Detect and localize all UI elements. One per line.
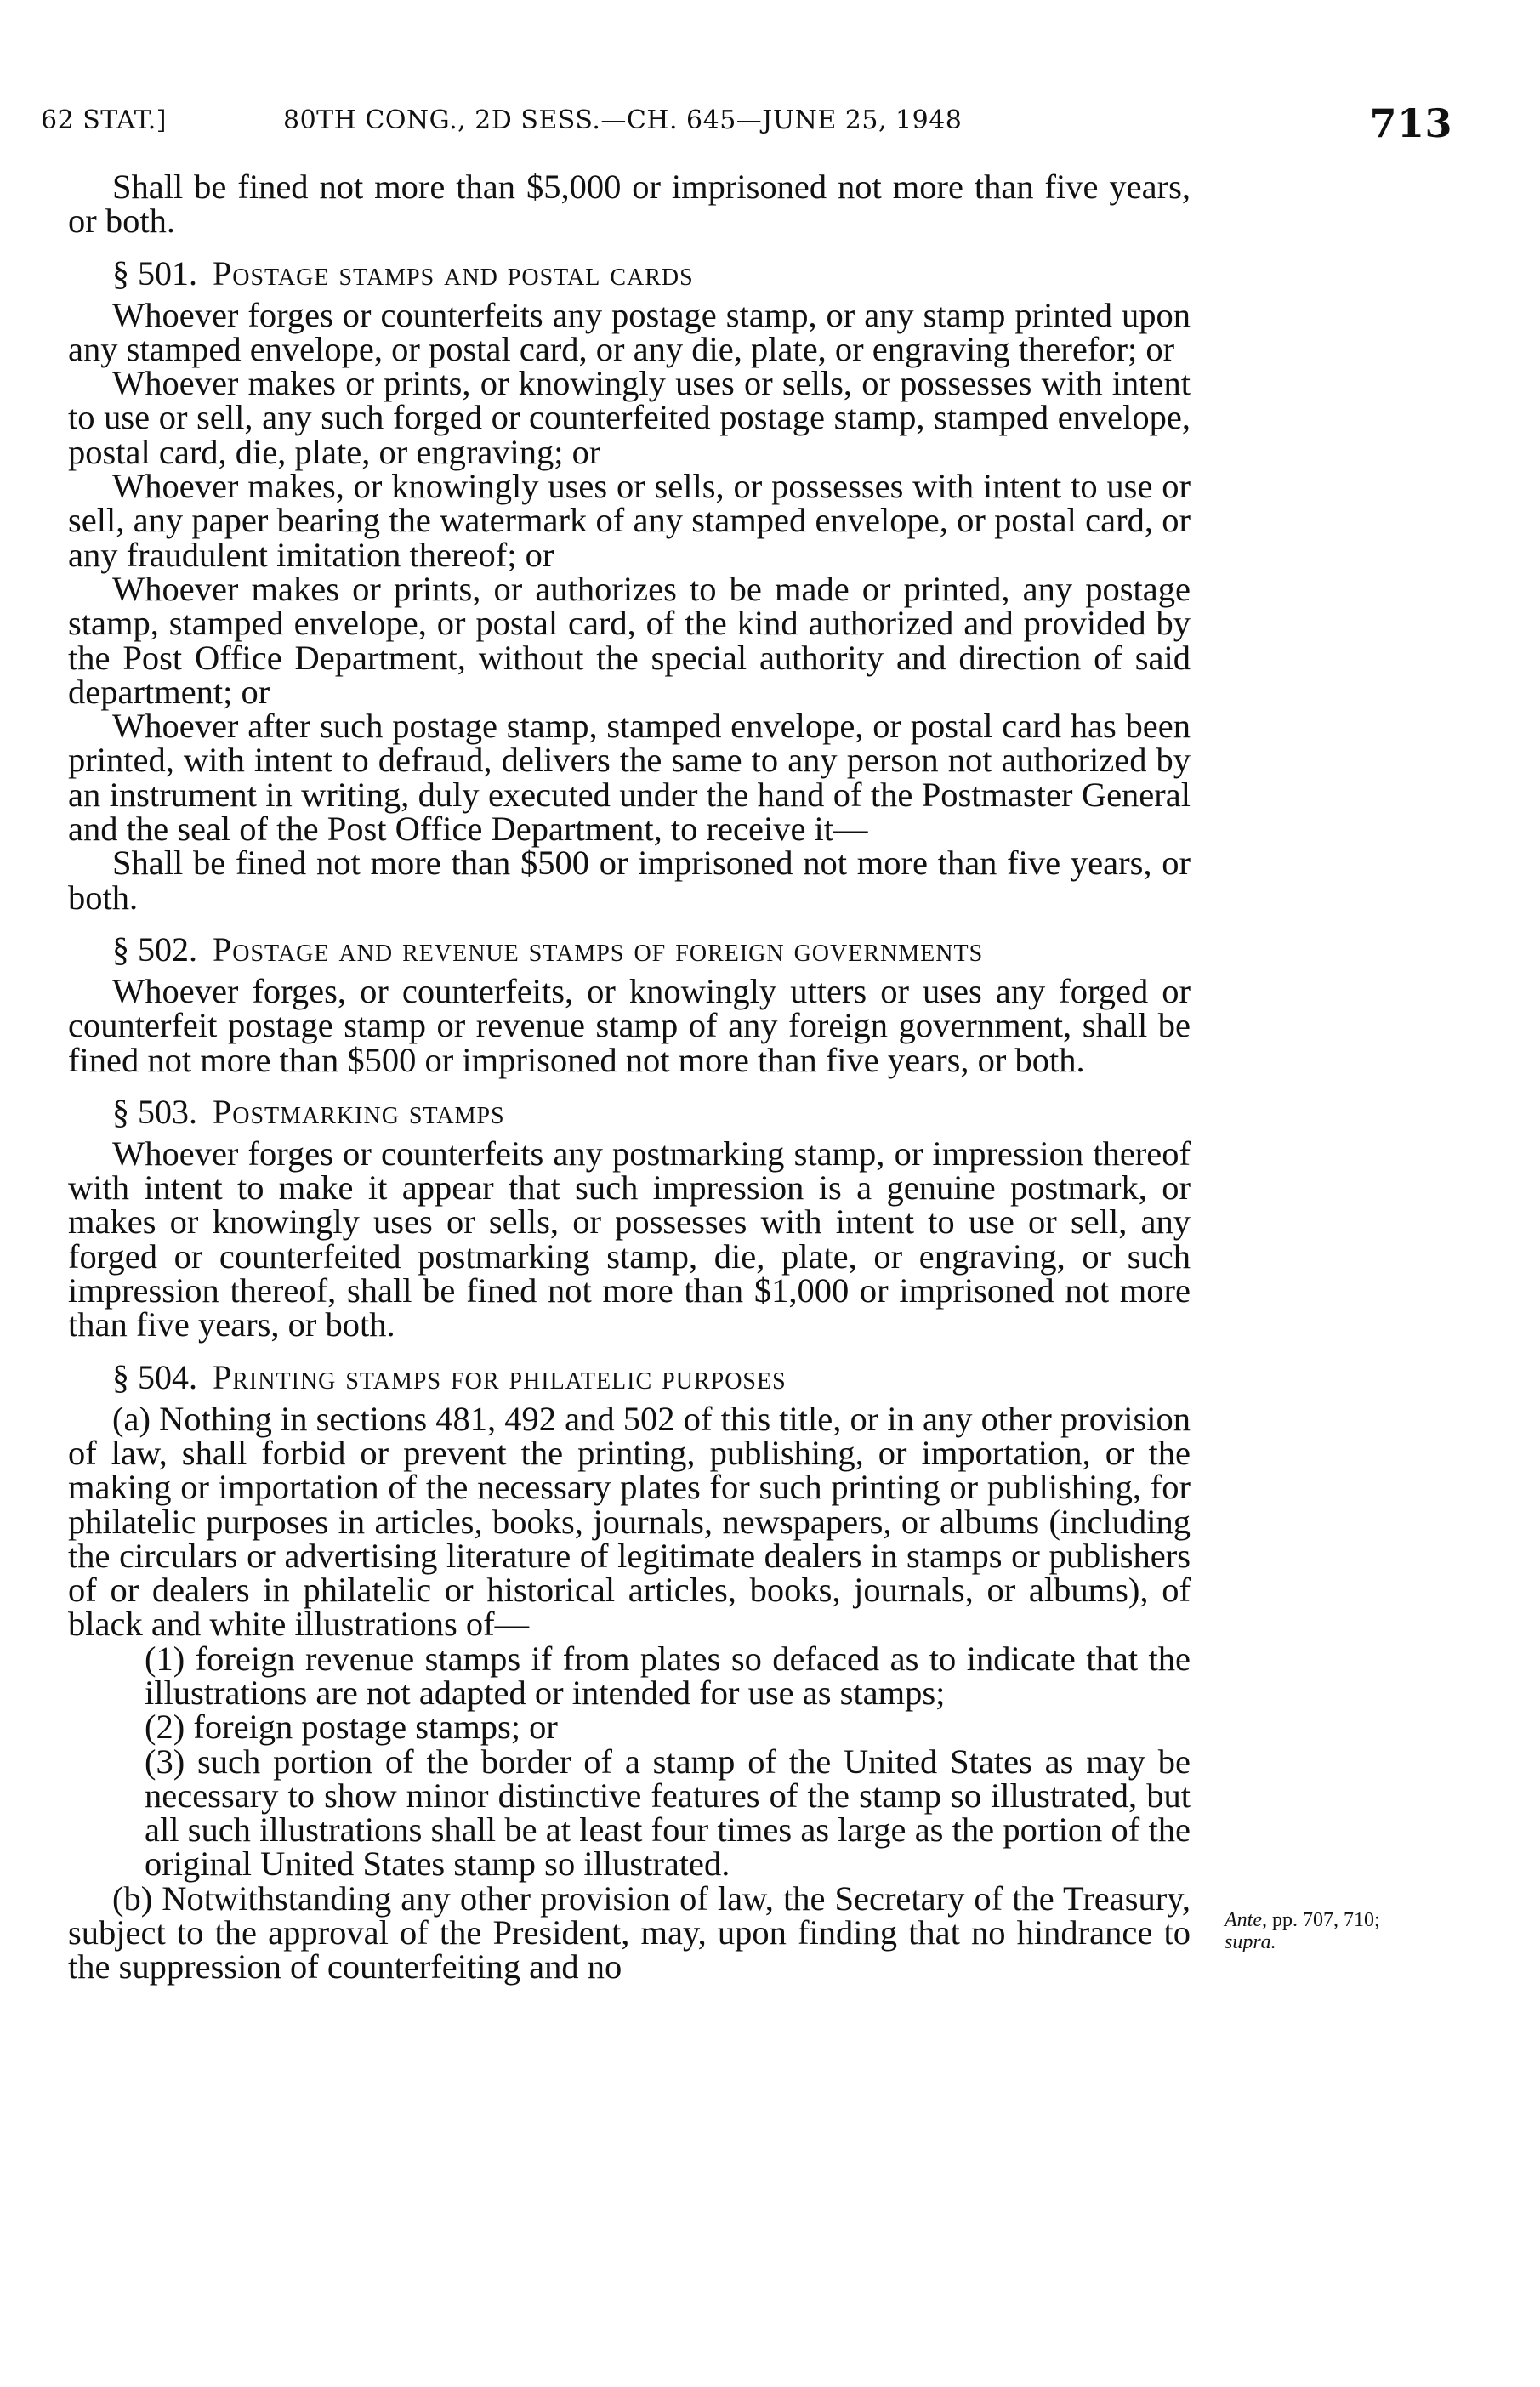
section-title: Postage and revenue stamps of foreign governments xyxy=(213,929,984,969)
section-heading-504 xyxy=(68,1357,1191,1396)
list-item: (1) foreign revenue stamps if from plates so defaced as to indicate that the illustrations are not adapted or intended for use as stamps; xyxy=(145,1639,1191,1712)
section-paragraph: Whoever makes, or knowingly uses or sells, or possesses with intent to use or sell, any paper bearing the watermark of any stamped envelope, or postal card, or any fraudulent imitation thereof; or xyxy=(68,467,1191,574)
list-item: (2) foreign postage stamps; or xyxy=(145,1708,558,1747)
section-paragraph: Shall be fined not more than $500 or imprisoned not more than five years, or both. xyxy=(68,844,1191,917)
section-heading-502 xyxy=(68,929,1191,969)
section-number: § 502. xyxy=(112,929,197,969)
marginal-ante: Ante, xyxy=(1225,1909,1267,1931)
section-paragraph: (b) Notwithstanding any other provision of law, the Secretary of the Treasury, subject to the approval of the President, may, upon finding that no hindrance to the suppression of counterfeiting and no xyxy=(68,1878,1191,1986)
opening-paragraph: Shall be fined not more than $5,000 or imprisoned not more than five years, or both. xyxy=(68,168,1191,241)
section-paragraph: (a) Nothing in sections 481, 492 and 502 of this title, or in any other provision of law, shall forbid or prevent the printing, publishing, or importation, or the making or importation of the necessary plates for such printing or publishing, for philatelic purposes in articles, books, journals, newspapers, or albums (including the circulars or advertising literature of legitimate dealers in stamps or publishers of or dealers in philatelic or historical articles, books, journals, or albums), of black and white illustrations of— xyxy=(68,1399,1191,1644)
enumerated-list xyxy=(68,1639,1191,1884)
marginal-note xyxy=(1225,1909,1480,1953)
section-title: Printing stamps for philatelic purposes xyxy=(213,1357,787,1396)
section-number: § 503. xyxy=(112,1092,197,1131)
section-paragraph: Whoever makes or prints, or authorizes to be made or printed, any postage stamp, stamped envelope, or postal card, of the kind authorized and provided by the Post Office Department, without the special authority and direction of said department; or xyxy=(68,569,1191,711)
marginal-pages: pp. 707, 710; xyxy=(1271,1909,1380,1931)
marginal-supra: supra. xyxy=(1225,1931,1276,1953)
page-number: 713 xyxy=(1369,100,1452,146)
section-paragraph: Whoever after such postage stamp, stamped envelope, or postal card has been printed, with intent to defraud, delivers the same to any person not authorized by an instrument in writing, duly executed under the hand of the Postmaster General and the seal of the Post Office Department, to receive it— xyxy=(68,707,1191,849)
section-number: § 501. xyxy=(112,253,197,293)
section-number: § 504. xyxy=(112,1357,197,1396)
section-paragraph: Whoever forges or counterfeits any postage stamp, or any stamp printed upon any stamped envelope, or postal card, or any die, plate, or engraving therefor; or xyxy=(68,295,1191,368)
statute-body xyxy=(68,170,1191,1985)
list-item: (3) such portion of the border of a stamp of the United States as may be necessary to show minor distinctive features of the stamp so illustrated, but all such illustrations shall be at least four times as large as the portion of the original United States stamp so illustrated. xyxy=(145,1742,1191,1884)
section-heading-503 xyxy=(68,1094,1191,1130)
section-paragraph: Whoever makes or prints, or knowingly uses or sells, or possesses with intent to use or sell, any such forged or counterfeited postage stamp, stamped envelope, postal card, die, plate, or engraving; or xyxy=(68,364,1191,471)
section-paragraph: Whoever forges or counterfeits any postmarking stamp, or impression thereof with intent to make it appear that such impression is a genuine postmark, or makes or knowingly uses or sells, or possesses with intent to use or sell, any forged or counterfeited postmarking stamp, die, plate, or engraving, or such impression thereof, shall be fined not more than $1,000 or imprisoned not more than five years, or both. xyxy=(68,1134,1191,1344)
session-info: 80TH CONG., 2D SESS.—CH. 645—JUNE 25, 1948 xyxy=(283,105,963,135)
statute-citation: 62 STAT.] xyxy=(41,105,167,135)
section-title: Postage stamps and postal cards xyxy=(213,253,694,293)
section-heading-501 xyxy=(68,253,1191,293)
section-title: Postmarking stamps xyxy=(213,1092,505,1131)
section-paragraph: Whoever forges, or counterfeits, or knowingly utters or uses any forged or counterfeit postage stamp or revenue stamp of any foreign government, shall be fined not more than $500 or imprisoned not more than five years, or both. xyxy=(68,971,1191,1079)
running-head xyxy=(41,100,1452,146)
